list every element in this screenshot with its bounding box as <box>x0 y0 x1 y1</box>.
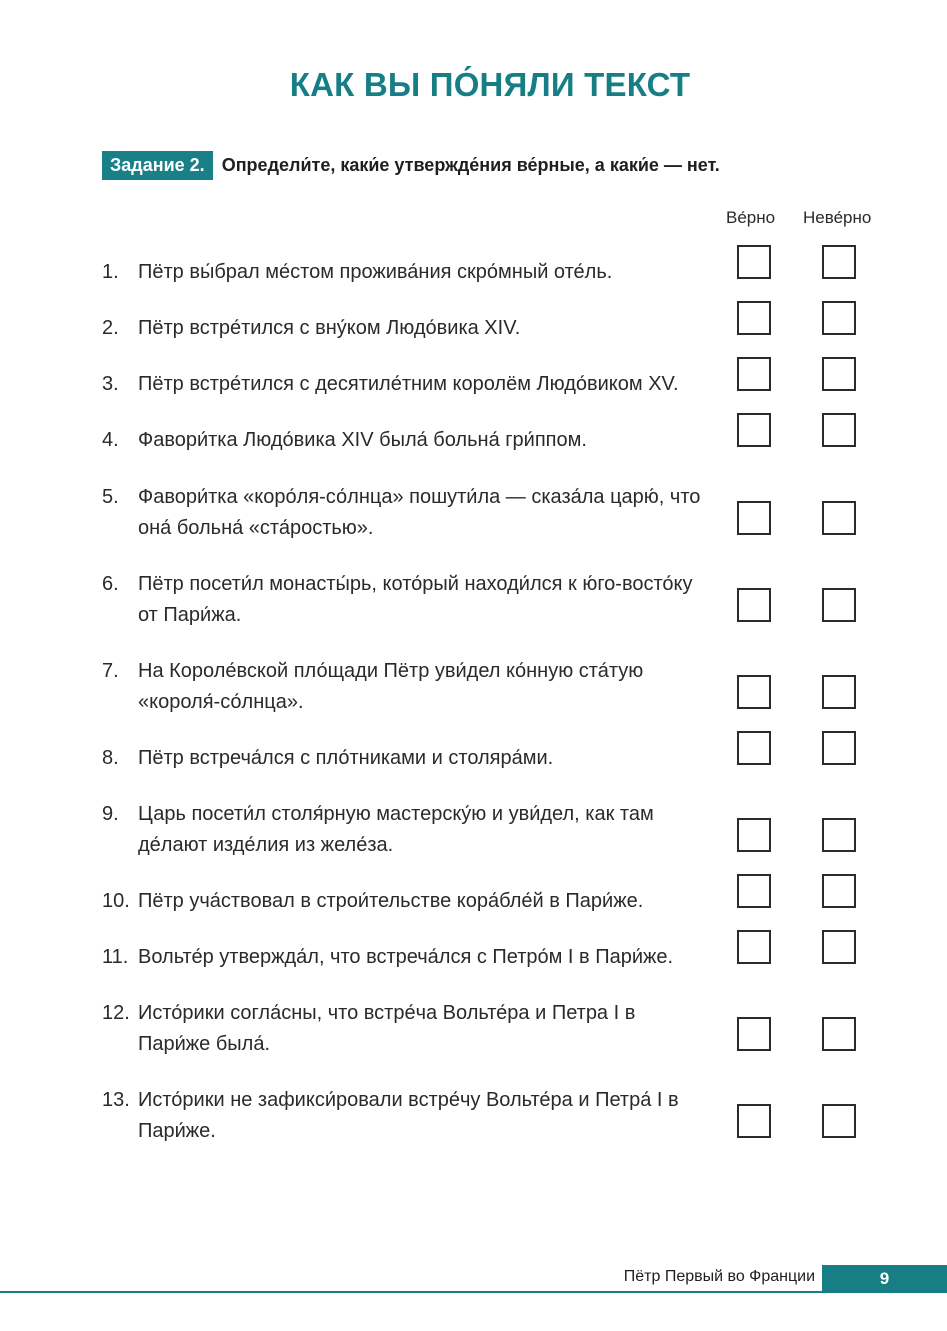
task-badge: Задание 2. <box>102 151 213 180</box>
statement-number: 9. <box>102 803 119 825</box>
statement-text: Фавори́тка Людо́вика XIV была́ больна́ гри́ппом. <box>138 429 587 451</box>
false-checkbox[interactable] <box>822 357 856 391</box>
statement-text: Фавори́тка «коро́ля-со́лнца» пошути́ла — сказа́ла царю́, что она́ больна́ «ста́ростью». <box>138 486 701 539</box>
true-checkbox[interactable] <box>737 357 771 391</box>
statement-text: Царь посети́л столя́рную мастерску́ю и уви́дел, как там де́лают изде́лия из желе́за. <box>138 803 654 856</box>
false-checkbox[interactable] <box>822 930 856 964</box>
statement-text: На Короле́вской пло́щади Пётр уви́дел ко́нную ста́тую «короля́-со́лнца». <box>138 660 644 713</box>
true-checkbox[interactable] <box>737 675 771 709</box>
false-checkbox[interactable] <box>822 501 856 535</box>
statement-number: 6. <box>102 573 119 595</box>
statement-text: Пётр встре́тился с десятиле́тним королём Людо́виком XV. <box>138 373 679 395</box>
true-checkbox[interactable] <box>737 818 771 852</box>
statement-text: Исто́рики согла́сны, что встре́ча Вольте́ра и Петра I в Пари́же была́. <box>138 1002 636 1055</box>
false-checkbox[interactable] <box>822 818 856 852</box>
statement-number: 13. <box>102 1089 130 1111</box>
true-checkbox[interactable] <box>737 245 771 279</box>
false-checkbox[interactable] <box>822 675 856 709</box>
false-checkbox[interactable] <box>822 588 856 622</box>
true-checkbox[interactable] <box>737 874 771 908</box>
statement-number: 3. <box>102 373 119 395</box>
statement-text: Вольте́р утвержда́л, что встреча́лся с Петро́м I в Пари́же. <box>138 946 674 968</box>
statement-text: Пётр посети́л монасты́рь, кото́рый находи́лся к ю́го-восто́ку от Пари́жа. <box>138 573 693 626</box>
statement-number: 10. <box>102 890 130 912</box>
false-checkbox[interactable] <box>822 1104 856 1138</box>
page-title: КАК ВЫ ПО́НЯЛИ ТЕКСТ <box>289 66 691 103</box>
task-instruction: Определи́те, каки́е утвержде́ния ве́рные, а каки́е — нет. <box>221 155 720 175</box>
statement-number: 5. <box>102 486 119 508</box>
true-checkbox[interactable] <box>737 501 771 535</box>
footer-book-title: Пётр Первый во Франции <box>623 1268 815 1285</box>
statement-number: 1. <box>102 261 119 283</box>
statement-number: 11. <box>102 946 129 968</box>
footer-divider <box>0 1291 947 1293</box>
footer-page-number: 9 <box>822 1265 947 1293</box>
false-checkbox[interactable] <box>822 731 856 765</box>
statement-text: Пётр вы́брал ме́стом прожива́ния скро́мный оте́ль. <box>138 261 613 283</box>
column-header-true: Ве́рно <box>726 208 776 227</box>
true-checkbox[interactable] <box>737 413 771 447</box>
false-checkbox[interactable] <box>822 245 856 279</box>
statement-number: 8. <box>102 747 119 769</box>
statement-text: Пётр встре́тился с вну́ком Людо́вика XIV. <box>138 317 521 339</box>
statement-number: 12. <box>102 1002 130 1024</box>
statement-number: 7. <box>102 660 119 682</box>
false-checkbox[interactable] <box>822 1017 856 1051</box>
statement-text: Пётр встреча́лся с пло́тниками и столяра́ми. <box>138 747 554 769</box>
false-checkbox[interactable] <box>822 874 856 908</box>
true-checkbox[interactable] <box>737 731 771 765</box>
task-header <box>102 151 720 180</box>
false-checkbox[interactable] <box>822 301 856 335</box>
column-header-false: Неве́рно <box>803 208 872 227</box>
statement-text: Исто́рики не зафикси́ровали встре́чу Вольте́ра и Петра́ I в Пари́же. <box>138 1089 679 1142</box>
true-checkbox[interactable] <box>737 588 771 622</box>
true-checkbox[interactable] <box>737 301 771 335</box>
statement-number: 2. <box>102 317 119 339</box>
true-checkbox[interactable] <box>737 1017 771 1051</box>
true-checkbox[interactable] <box>737 930 771 964</box>
true-checkbox[interactable] <box>737 1104 771 1138</box>
statement-number: 4. <box>102 429 119 451</box>
false-checkbox[interactable] <box>822 413 856 447</box>
statement-text: Пётр уча́ствовал в строи́тельстве кора́бле́й в Пари́же. <box>138 890 644 912</box>
